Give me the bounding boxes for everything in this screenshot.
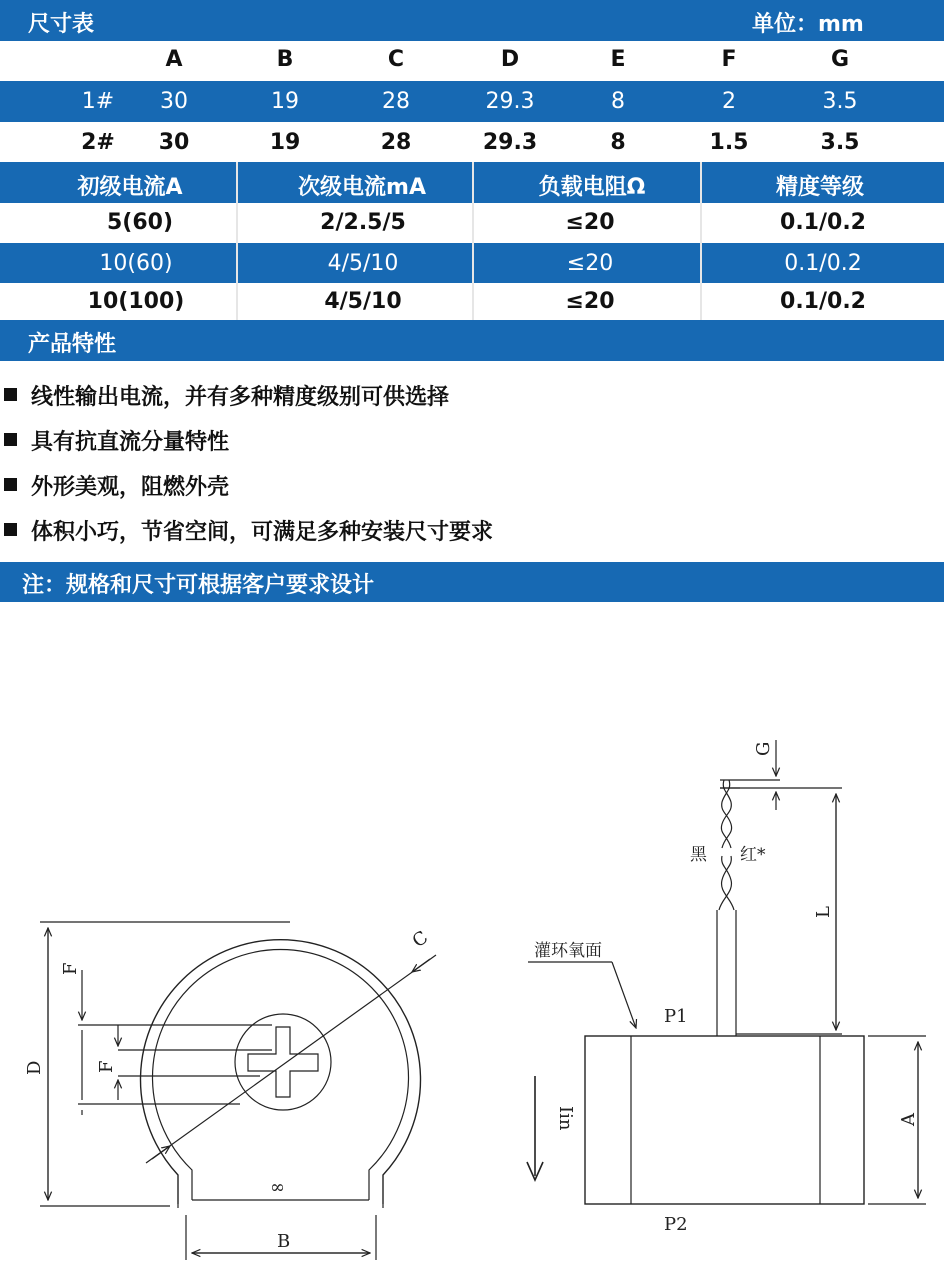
features-title: 产品特性 bbox=[28, 332, 117, 357]
dim-row-label: 2# bbox=[81, 130, 115, 155]
dim-cell: 30 bbox=[158, 130, 190, 155]
dim-row-1 bbox=[0, 81, 944, 122]
dim-cell: 2 bbox=[722, 89, 736, 114]
label-d: D bbox=[24, 1060, 45, 1075]
feature-item bbox=[0, 515, 493, 546]
spec-header-primary: 初级电流A bbox=[77, 175, 183, 200]
feature-text: 体积小巧，节省空间，可满足多种安装尺寸要求 bbox=[31, 520, 494, 545]
front-view bbox=[40, 922, 436, 1260]
bullet-square-icon bbox=[4, 523, 17, 536]
spec-cell: 0.1/0.2 bbox=[784, 251, 862, 276]
spec-cell: 2/2.5/5 bbox=[320, 210, 406, 235]
dim-table-title: 尺寸表 bbox=[28, 12, 95, 37]
feature-item bbox=[0, 470, 229, 501]
label-g: G bbox=[753, 741, 774, 756]
dim-header-c: C bbox=[387, 47, 405, 72]
label-p1: P1 bbox=[664, 1006, 688, 1027]
bullet-square-icon bbox=[4, 478, 17, 491]
spec-cell: ≤20 bbox=[565, 210, 615, 235]
spec-cell: 0.1/0.2 bbox=[780, 289, 866, 314]
dim-header-a: A bbox=[165, 47, 183, 72]
bullet-square-icon bbox=[4, 388, 17, 401]
spec-divider bbox=[700, 162, 702, 320]
label-p2: P2 bbox=[664, 1214, 688, 1235]
dim-header-b: B bbox=[276, 47, 294, 72]
feature-text: 线性输出电流，并有多种精度级别可供选择 bbox=[31, 385, 450, 410]
dim-header-g: G bbox=[830, 47, 850, 72]
dim-cell: 3.5 bbox=[820, 130, 860, 155]
spec-cell: 5(60) bbox=[106, 210, 174, 235]
features-title-bar bbox=[0, 320, 944, 361]
dim-header-row bbox=[0, 41, 944, 81]
feature-item bbox=[0, 425, 229, 456]
dim-header-f: F bbox=[721, 47, 737, 72]
feature-text: 具有抗直流分量特性 bbox=[31, 430, 230, 455]
label-c: C bbox=[408, 926, 433, 953]
spec-cell: 10(60) bbox=[99, 251, 173, 276]
dim-cell: 30 bbox=[160, 89, 188, 114]
feature-text: 外形美观，阻燃外壳 bbox=[31, 475, 230, 500]
dim-header-d: D bbox=[500, 47, 520, 72]
spec-header-secondary: 次级电流mA bbox=[298, 175, 426, 200]
dim-cell: 1.5 bbox=[709, 130, 749, 155]
bullet-square-icon bbox=[4, 433, 17, 446]
label-b: B bbox=[277, 1231, 291, 1252]
note-text: 注：规格和尺寸可根据客户要求设计 bbox=[22, 573, 375, 598]
spec-header-load: 负载电阻Ω bbox=[538, 175, 646, 200]
feature-item bbox=[0, 380, 449, 411]
dim-cell: 29.3 bbox=[485, 89, 535, 114]
dim-cell: 28 bbox=[382, 89, 410, 114]
label-eight: ∞ bbox=[270, 1177, 285, 1198]
dim-cell: 19 bbox=[269, 130, 301, 155]
dim-table-title-bar bbox=[0, 0, 944, 41]
spec-divider bbox=[236, 162, 238, 320]
technical-drawing bbox=[0, 610, 944, 1270]
dim-cell: 3.5 bbox=[822, 89, 858, 114]
spec-header-accuracy: 精度等级 bbox=[775, 175, 865, 200]
dim-cell: 28 bbox=[380, 130, 412, 155]
label-current: Iin bbox=[555, 1106, 576, 1131]
spec-cell: 4/5/10 bbox=[327, 251, 399, 276]
dim-row-2 bbox=[0, 122, 944, 162]
label-red-wire: 红* bbox=[740, 845, 766, 865]
label-f-outer: F bbox=[60, 962, 81, 975]
dim-header-e: E bbox=[610, 47, 626, 72]
spec-cell: 10(100) bbox=[87, 289, 185, 314]
dim-row-label: 1# bbox=[81, 89, 115, 114]
unit-label: 单位：mm bbox=[752, 12, 864, 37]
label-f-inner: F bbox=[96, 1060, 117, 1073]
dim-cell: 29.3 bbox=[482, 130, 538, 155]
label-potting: 灌环氧面 bbox=[534, 941, 602, 961]
dim-cell: 19 bbox=[271, 89, 299, 114]
label-a: A bbox=[898, 1113, 919, 1126]
note-bar bbox=[0, 562, 944, 602]
side-view bbox=[527, 740, 926, 1204]
spec-cell: ≤20 bbox=[565, 289, 615, 314]
dim-cell: 8 bbox=[610, 130, 626, 155]
label-l: L bbox=[813, 906, 834, 918]
dim-cell: 8 bbox=[611, 89, 625, 114]
spec-cell: 4/5/10 bbox=[324, 289, 402, 314]
label-black-wire: 黑 bbox=[690, 845, 707, 865]
spec-divider bbox=[472, 162, 474, 320]
spec-cell: ≤20 bbox=[566, 251, 614, 276]
spec-cell: 0.1/0.2 bbox=[780, 210, 866, 235]
